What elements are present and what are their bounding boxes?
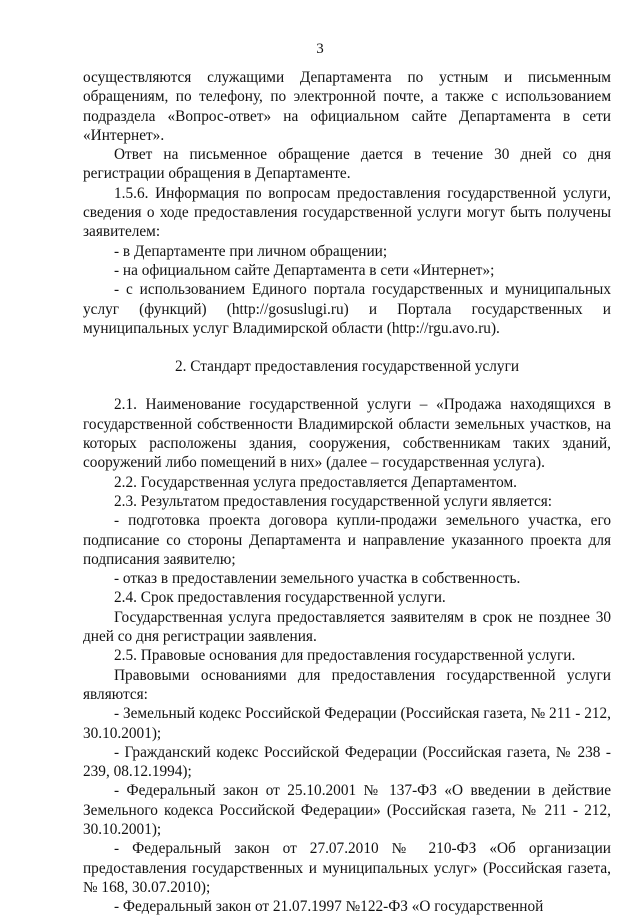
list-item: - подготовка проекта договора купли-продажи земельного участка, его подписание со стороны Департамента и направление указанного проекта для подписания заявителю; [83,512,611,568]
list-item: - Гражданский кодекс Российской Федерации (Российская газета, № 238 - 239, 08.12.1994); [83,743,611,781]
document-body [83,68,611,916]
paragraph-clause-2-1: 2.1. Наименование государственной услуги – «Продажа находящихся в государственной собственности Владимирской области земельных участков, на которых расположены здания, сооружения, собственникам таких зданий, сооружений либо помещений в них» (далее – государственная услуга). [83,396,611,472]
list-item: - Федеральный закон от 21.07.1997 №122-ФЗ «О государственной [114,898,544,916]
paragraph-clause-1-5-6: 1.5.6. Информация по вопросам предоставления государственной услуги, сведения о ходе предоставления государственной услуги могут быть получены заявителем: [83,184,611,241]
list-item: - Федеральный закон от 27.07.2010 № 210-ФЗ «Об организации предоставления государственных и муниципальных услуг» (Российская газета, № 168, 30.07.2010); [83,840,611,896]
page-number: 3 [316,41,324,57]
paragraph: Государственная услуга предоставляется заявителям в срок не позднее 30 дней со дня регистрации заявления. [83,608,611,646]
paragraph-clause-2-3: 2.3. Результатом предоставления государственной услуги является: [114,492,553,510]
list-item: - с использованием Единого портала государственных и муниципальных услуг (функций) (http://gosuslugi.ru) и Портала государственных и муниципальных услуг Владимирской области (http://rgu.avo.ru). [83,281,611,337]
paragraph-clause-2-5: 2.5. Правовые основания для предоставления государственной услуги. [114,647,576,665]
paragraph: Ответ на письменное обращение дается в течение 30 дней со дня регистрации обращения в Департаменте. [83,146,611,183]
paragraph-clause-2-2: 2.2. Государственная услуга предоставляется Департаментом. [114,473,517,491]
list-item: - Земельный кодекс Российской Федерации (Российская газета, № 211 - 212, 30.10.2001); [83,705,611,742]
paragraph-clause-2-4: 2.4. Срок предоставления государственной услуги. [114,589,446,607]
paragraph-continuation: осуществляются служащими Департамента по устным и письменным обращениям, по телефону, по электронной почте, а также с использованием подраздела «Вопрос-ответ» на официальном сайте Департамента в сети «Интернет». [83,69,611,144]
section-heading: 2. Стандарт предоставления государственной услуги [174,358,520,376]
list-item: - отказ в предоставлении земельного участка в собственность. [114,570,521,588]
paragraph: Правовыми основаниями для предоставления государственной услуги являются: [83,666,611,703]
list-item: - на официальном сайте Департамента в сети «Интернет»; [114,261,495,279]
list-item: - Федеральный закон от 25.10.2001 № 137-ФЗ «О введении в действие Земельного кодекса Российской Федерации» (Российская газета, № 211 - 212, 30.10.2001); [83,782,611,838]
list-item: - в Департаменте при личном обращении; [114,242,388,260]
